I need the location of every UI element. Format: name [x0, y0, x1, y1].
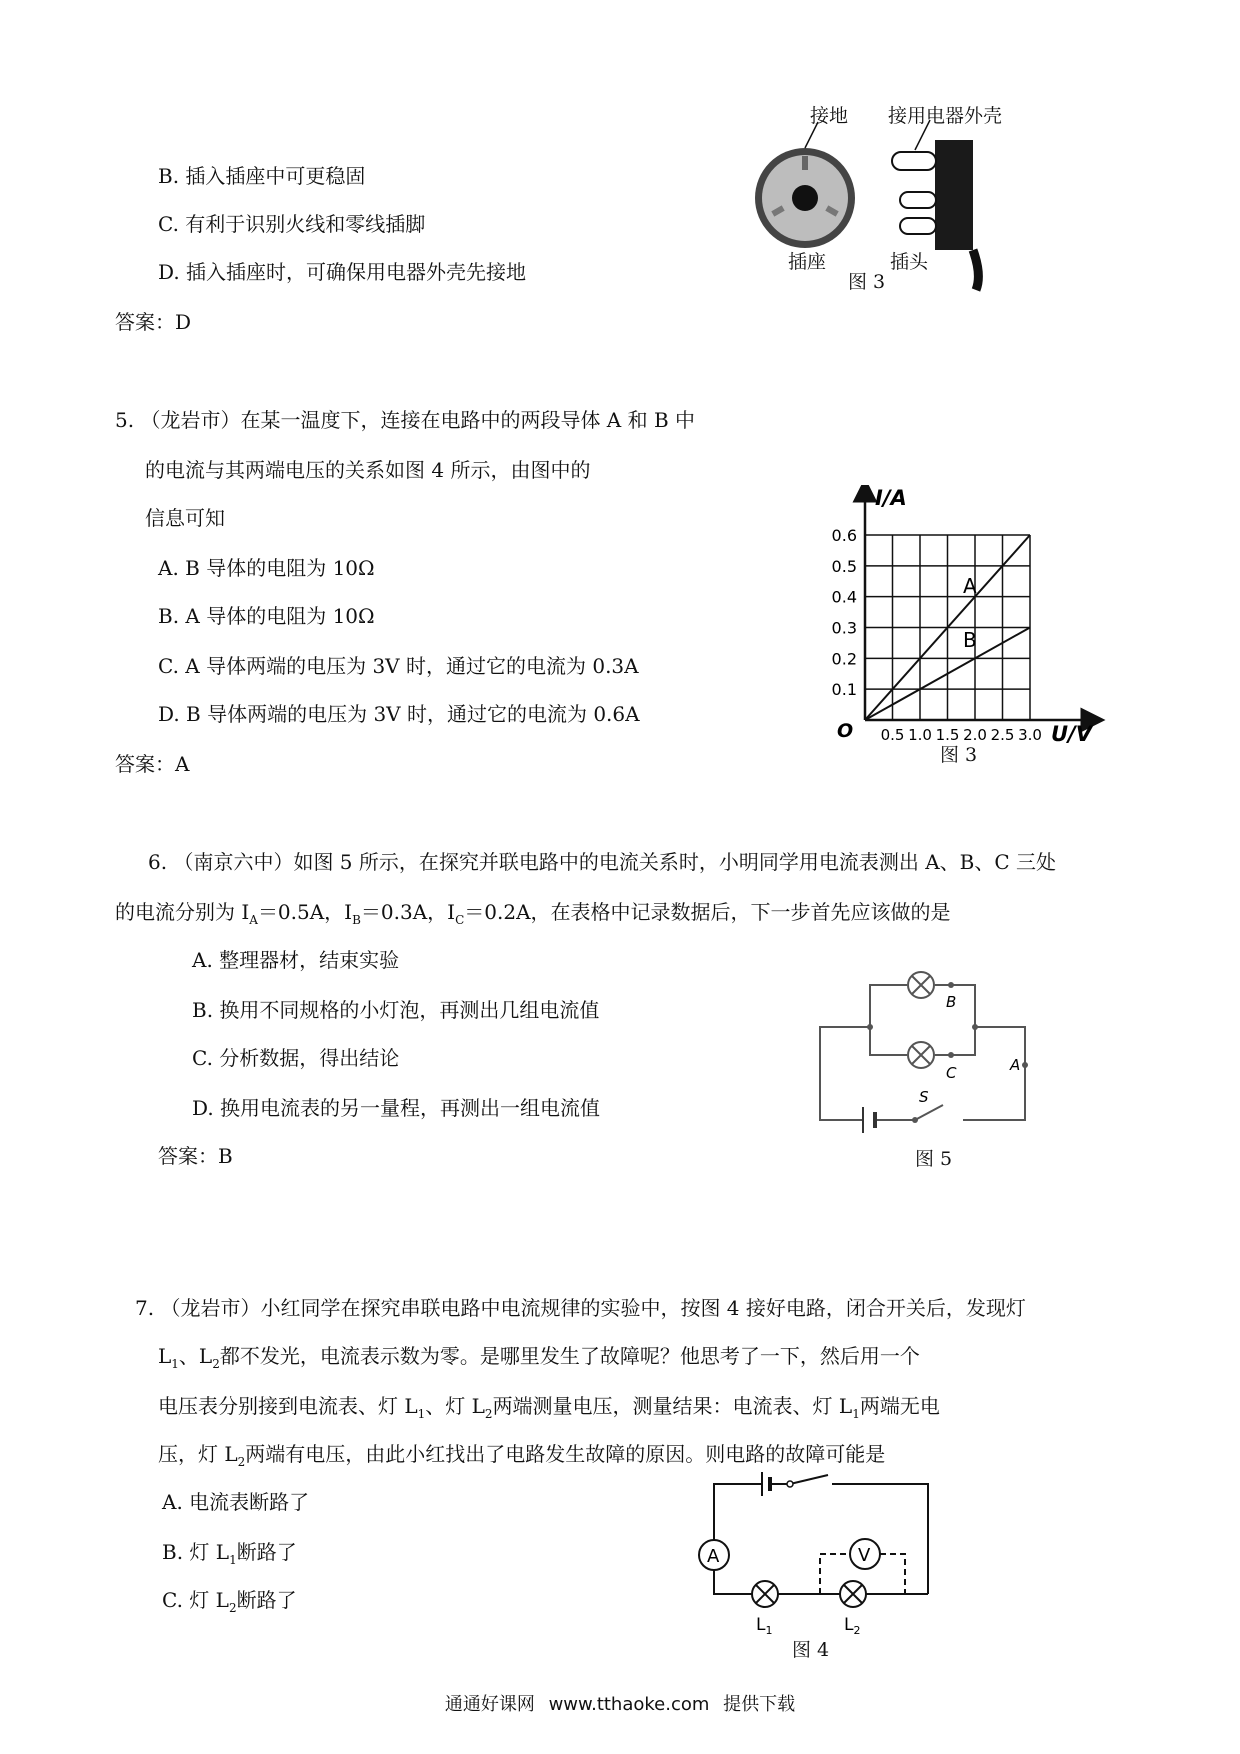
q6-option-a: A. 整理器材，结束实验 [192, 948, 400, 972]
series-circuit-drawing [690, 1470, 950, 1640]
label-ground: 接地 [810, 105, 849, 127]
wire-lower-left [870, 1027, 907, 1055]
q4-figure-socket-plug [750, 100, 1030, 300]
q5-stem-line1: 5. （龙岩市）在某一温度下，连接在电路中的两段导体 A 和 B 中 [115, 408, 696, 432]
q7-stem-line4: 压，灯 $L_2$两端有电压，由此小红找出了电路发生故障的原因。则电路的故障可能是 [158, 1442, 886, 1469]
junction-right [972, 1024, 978, 1030]
q6-option-b: B. 换用不同规格的小灯泡，再测出几组电流值 [192, 998, 600, 1022]
plug-pin-short-1 [900, 192, 936, 208]
point-b-dot [948, 982, 954, 988]
q5-option-c: C. A 导体两端的电压为 3V 时，通过它的电流为 0.3A [158, 654, 639, 678]
q6-figure-parallel-circuit [815, 965, 1055, 1175]
switch-pivot [787, 1481, 793, 1487]
footer-url[interactable]: www.tthaoke.com [548, 1694, 710, 1715]
x-tick-label: 2.0 [963, 726, 987, 744]
y-tick-label: 0.6 [831, 526, 857, 545]
wire-left-bottom [714, 1570, 752, 1594]
label-appliance-shell: 接用电器外壳 [888, 105, 1003, 127]
iu-chart [815, 485, 1115, 745]
plug-body [935, 140, 973, 250]
socket-center-hole [792, 185, 818, 211]
voltmeter-label: V [858, 1545, 871, 1566]
q7-stem-line3: 电压表分别接到电流表、灯 $L_1$、灯 $L_2$两端测量电压，测量结果：电流表、灯 $L_1$两端无电 [158, 1394, 940, 1421]
socket-ground-slot [802, 156, 808, 170]
q7-option-c: C. 灯 $L_2$断路了 [162, 1588, 297, 1615]
parallel-circuit-drawing [815, 965, 1055, 1145]
series-b-label: B [963, 628, 977, 652]
q6-option-d: D. 换用电流表的另一量程，再测出一组电流值 [192, 1096, 601, 1120]
q6-stem-line2: 的电流分别为 $I_A=0.5A$，$I_B=0.3A$，$I_C=0.2A$，在表格中记录数据后，下一步首先应该做的是 [115, 900, 951, 927]
x-tick-label: 1.5 [935, 726, 960, 744]
point-a-dot [1022, 1062, 1028, 1068]
y-tick-label: 0.1 [831, 680, 857, 700]
y-axis-label: I/A [875, 486, 907, 510]
plug-cable [973, 250, 978, 290]
switch-label: S [919, 1088, 929, 1106]
figure-caption: 图 5 [915, 1148, 953, 1170]
lamp1-label: $L_1$ [756, 1615, 773, 1637]
q5-figure-iu-graph [815, 485, 1115, 775]
q4-option-c: C. 有利于识别火线和零线插脚 [158, 212, 426, 236]
wire-upper-left [870, 985, 907, 1027]
x-tick-label: 2.5 [990, 726, 1015, 744]
switch-pivot [912, 1117, 918, 1123]
x-tick-label: 3.0 [1018, 726, 1042, 744]
q6-stem-line1: 6. （南京六中）如图 5 所示，在探究并联电路中的电流关系时，小明同学用电流表测出 A、B、C 三处 [148, 850, 1057, 874]
q7-stem-line2: $L_1$、$L_2$都不发光，电流表示数为零。是哪里发生了故障呢？他思考了一下，然后用一个 [158, 1344, 920, 1371]
label-socket: 插座 [788, 251, 827, 273]
x-tick-label: 0.5 [880, 726, 905, 744]
point-c-label: C [946, 1064, 957, 1082]
wire-top-right [832, 1484, 928, 1594]
y-tick-label: 0.3 [831, 618, 857, 638]
q7-option-b: B. 灯 $L_1$断路了 [162, 1540, 297, 1567]
point-c-dot [948, 1052, 954, 1058]
series-a-label: A [963, 574, 977, 598]
label-plug: 插头 [890, 251, 929, 273]
y-tick-label: 0.5 [831, 556, 857, 576]
q7-stem-line1: 7. （龙岩市）小红同学在探究串联电路中电流规律的实验中，按图 4 接好电路，闭合开关后，发现灯 [135, 1296, 1026, 1320]
x-axis-label: U/V [1051, 722, 1092, 745]
q5-answer: 答案：A [115, 752, 190, 776]
plug-pin-short-2 [900, 218, 936, 234]
footer-site-name: 通通好课网 [444, 1694, 535, 1715]
switch-blade [915, 1105, 943, 1120]
switch-blade [790, 1475, 828, 1484]
q5-option-b: B. A 导体的电阻为 10Ω [158, 604, 375, 628]
wire-left-loop [820, 1027, 870, 1120]
q4-option-b: B. 插入插座中可更稳固 [158, 164, 366, 188]
ammeter-label: A [707, 1546, 720, 1567]
figure-caption: 图 3 [848, 271, 886, 293]
plug-pin-long [892, 152, 936, 170]
q5-stem-line3: 信息可知 [145, 506, 225, 530]
wire-top-left [714, 1484, 762, 1540]
origin-label: O [837, 720, 854, 742]
q6-option-c: C. 分析数据，得出结论 [192, 1046, 400, 1070]
q4-option-d: D. 插入插座时，可确保用电器外壳先接地 [158, 260, 527, 284]
voltmeter-lead-right [880, 1554, 905, 1594]
point-b-label: B [946, 993, 957, 1011]
q4-answer: 答案：D [115, 310, 192, 334]
x-tick-label: 1.0 [908, 726, 932, 744]
y-tick-label: 0.2 [831, 649, 857, 669]
q5-option-d: D. B 导体两端的电压为 3V 时，通过它的电流为 0.6A [158, 702, 640, 726]
y-tick-label: 0.4 [831, 587, 857, 607]
figure-caption: 图 4 [792, 1639, 830, 1661]
junction-left [867, 1024, 873, 1030]
page-footer [0, 1690, 1240, 1716]
q6-answer: 答案：B [158, 1144, 233, 1168]
point-a-label: A [1010, 1056, 1021, 1074]
figure-caption: 图 3 [940, 744, 978, 766]
q7-option-a: A. 电流表断路了 [162, 1490, 310, 1514]
q5-stem-line2: 的电流与其两端电压的关系如图 4 所示，由图中的 [145, 458, 591, 482]
q5-option-a: A. B 导体的电阻为 10Ω [158, 556, 375, 580]
footer-tail: 提供下载 [723, 1694, 796, 1715]
q7-figure-series-circuit [690, 1470, 950, 1670]
wire-lower-right [935, 1027, 975, 1055]
lamp2-label: $L_2$ [844, 1615, 861, 1637]
